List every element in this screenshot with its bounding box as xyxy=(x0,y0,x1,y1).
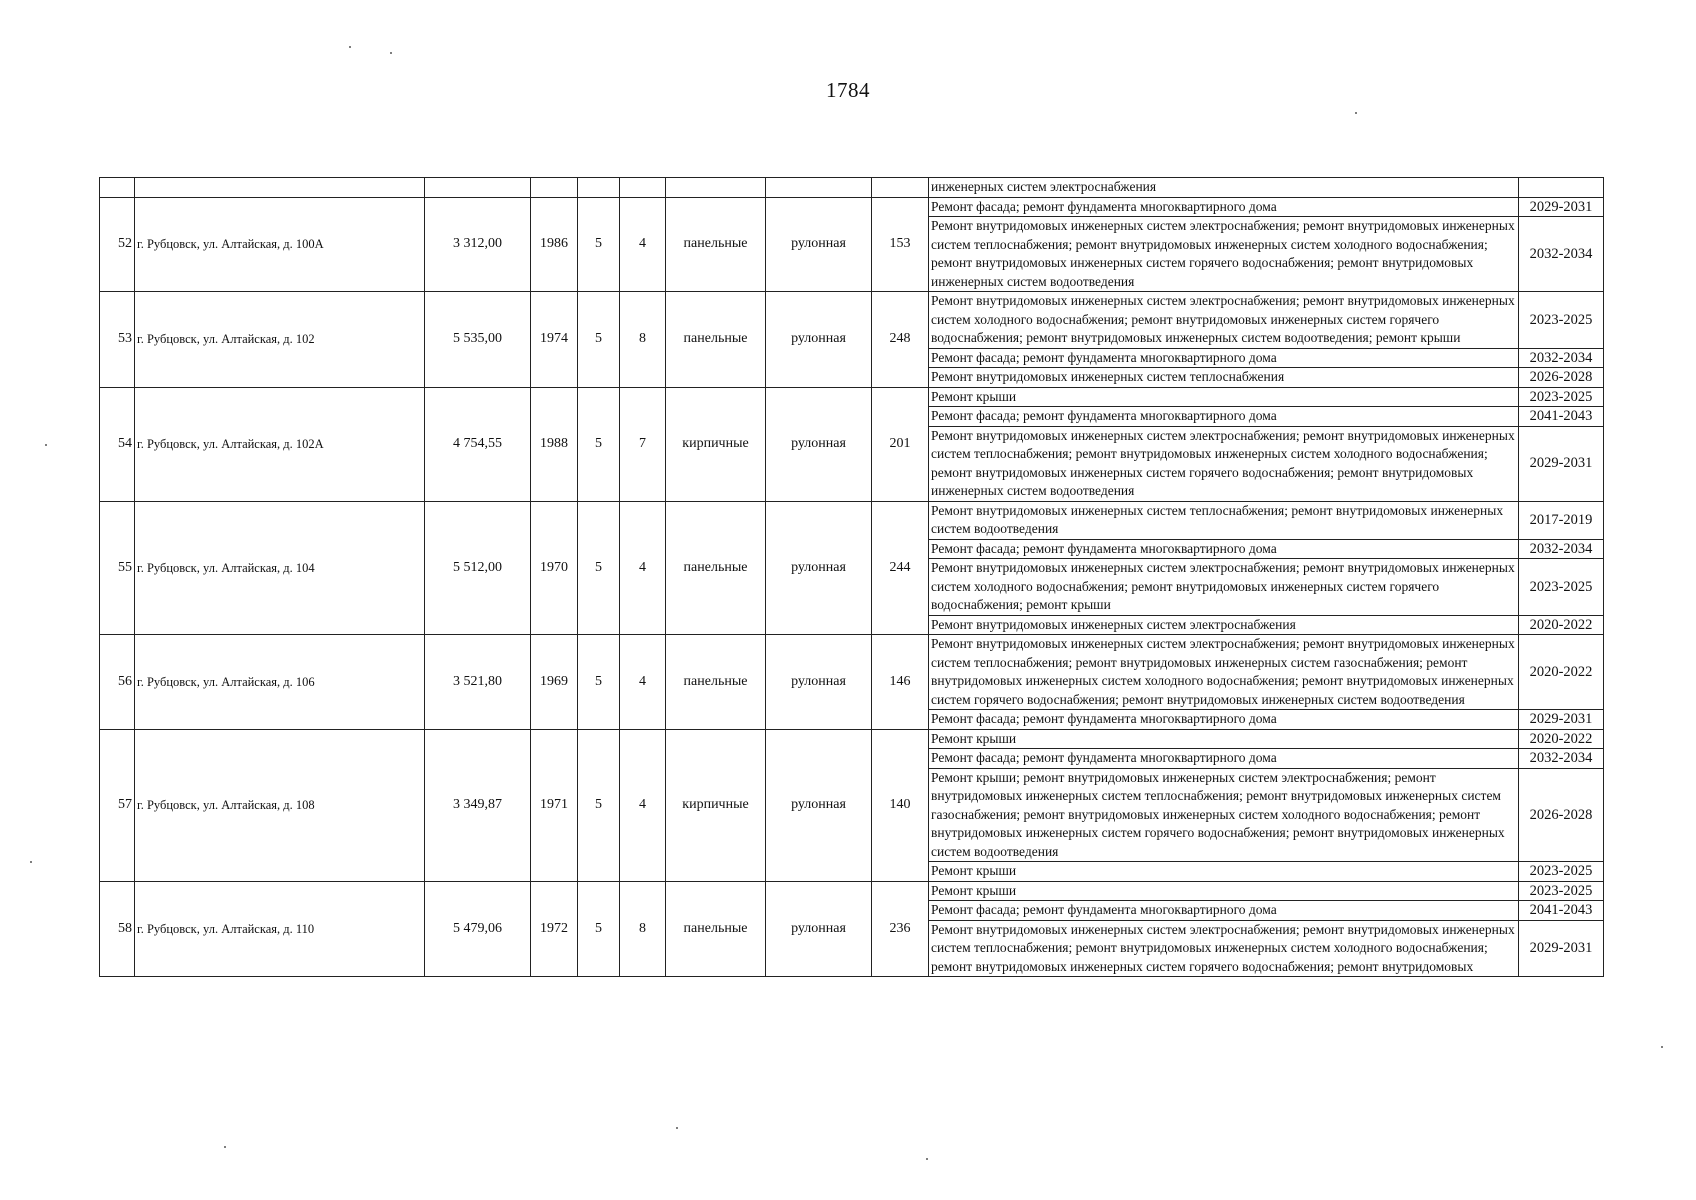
entrances-cell: 4 xyxy=(620,635,666,730)
period-cell: 2023-2025 xyxy=(1519,881,1604,901)
residents-cell: 244 xyxy=(872,501,929,635)
works-cell: Ремонт фасада; ремонт фундамента многоквартирного дома xyxy=(929,901,1519,921)
wall-material-cell: панельные xyxy=(666,635,766,730)
year-cell: 1971 xyxy=(531,729,578,881)
table-row xyxy=(100,197,1604,217)
row-number-cell: 55 xyxy=(100,501,135,635)
table-row xyxy=(100,292,1604,349)
area-cell: 3 349,87 xyxy=(425,729,531,881)
works-cell: Ремонт внутридомовых инженерных систем теплоснабжения; ремонт внутридомовых инженерных систем водоотведения xyxy=(929,501,1519,539)
roof-type-cell: рулонная xyxy=(766,292,872,388)
row-number-cell: 57 xyxy=(100,729,135,881)
residents-cell: 236 xyxy=(872,881,929,977)
scan-speck xyxy=(349,46,351,48)
floors-cell: 5 xyxy=(578,501,620,635)
empty-cell xyxy=(620,178,666,198)
address-cell: г. Рубцовск, ул. Алтайская, д. 100А xyxy=(135,197,425,292)
empty-cell xyxy=(578,178,620,198)
works-cell: Ремонт внутридомовых инженерных систем теплоснабжения xyxy=(929,368,1519,388)
address-cell: г. Рубцовск, ул. Алтайская, д. 110 xyxy=(135,881,425,977)
table-row xyxy=(100,729,1604,749)
address-cell: г. Рубцовск, ул. Алтайская, д. 102 xyxy=(135,292,425,388)
entrances-cell: 7 xyxy=(620,387,666,501)
residents-cell: 153 xyxy=(872,197,929,292)
works-cell: инженерных систем электроснабжения xyxy=(929,178,1519,198)
table-body xyxy=(100,178,1604,977)
empty-cell xyxy=(100,178,135,198)
address-cell: г. Рубцовск, ул. Алтайская, д. 102А xyxy=(135,387,425,501)
area-cell: 5 479,06 xyxy=(425,881,531,977)
roof-type-cell: рулонная xyxy=(766,881,872,977)
wall-material-cell: кирпичные xyxy=(666,387,766,501)
entrances-cell: 8 xyxy=(620,881,666,977)
floors-cell: 5 xyxy=(578,729,620,881)
empty-cell xyxy=(425,178,531,198)
works-cell: Ремонт фасада; ремонт фундамента многоквартирного дома xyxy=(929,348,1519,368)
year-cell: 1970 xyxy=(531,501,578,635)
area-cell: 3 312,00 xyxy=(425,197,531,292)
empty-cell xyxy=(531,178,578,198)
period-cell: 2032-2034 xyxy=(1519,749,1604,769)
row-number-cell: 54 xyxy=(100,387,135,501)
works-cell: Ремонт фасада; ремонт фундамента многоквартирного дома xyxy=(929,407,1519,427)
empty-cell xyxy=(766,178,872,198)
scan-speck xyxy=(30,861,32,863)
roof-type-cell: рулонная xyxy=(766,501,872,635)
period-cell: 2020-2022 xyxy=(1519,615,1604,635)
works-cell: Ремонт внутридомовых инженерных систем электроснабжения; ремонт внутридомовых инженерных систем холодного водоснабжения; ремонт внутридомовых инженерных систем горячего водоснабжения; ремонт внутридомовых инженерных систем водоотведения; ремонт крыши xyxy=(929,292,1519,349)
year-cell: 1974 xyxy=(531,292,578,388)
scan-speck xyxy=(676,1127,678,1129)
period-cell: 2020-2022 xyxy=(1519,635,1604,710)
period-cell: 2032-2034 xyxy=(1519,348,1604,368)
roof-type-cell: рулонная xyxy=(766,729,872,881)
area-cell: 5 535,00 xyxy=(425,292,531,388)
works-cell: Ремонт крыши xyxy=(929,387,1519,407)
table-row xyxy=(100,501,1604,539)
period-cell: 2017-2019 xyxy=(1519,501,1604,539)
roof-type-cell: рулонная xyxy=(766,387,872,501)
scan-speck xyxy=(390,52,392,54)
floors-cell: 5 xyxy=(578,635,620,730)
period-cell: 2023-2025 xyxy=(1519,387,1604,407)
row-number-cell: 53 xyxy=(100,292,135,388)
year-cell: 1988 xyxy=(531,387,578,501)
continuation-row xyxy=(100,178,1604,198)
works-cell: Ремонт крыши xyxy=(929,881,1519,901)
entrances-cell: 4 xyxy=(620,729,666,881)
empty-cell xyxy=(872,178,929,198)
residents-cell: 248 xyxy=(872,292,929,388)
period-cell xyxy=(1519,178,1604,198)
scan-speck xyxy=(1661,1046,1663,1048)
works-cell: Ремонт внутридомовых инженерных систем электроснабжения; ремонт внутридомовых инженерных систем теплоснабжения; ремонт внутридомовых инженерных систем газоснабжения; ремонт внутридомовых инженерных систем холодного водоснабжения; ремонт внутридомовых инженерных систем горячего водоснабжения; ремонт внутридомовых инженерных систем водоотведения xyxy=(929,635,1519,710)
roof-type-cell: рулонная xyxy=(766,635,872,730)
area-cell: 4 754,55 xyxy=(425,387,531,501)
floors-cell: 5 xyxy=(578,197,620,292)
period-cell: 2026-2028 xyxy=(1519,768,1604,862)
works-cell: Ремонт фасада; ремонт фундамента многоквартирного дома xyxy=(929,539,1519,559)
floors-cell: 5 xyxy=(578,881,620,977)
year-cell: 1969 xyxy=(531,635,578,730)
period-cell: 2023-2025 xyxy=(1519,292,1604,349)
empty-cell xyxy=(666,178,766,198)
period-cell: 2041-2043 xyxy=(1519,407,1604,427)
area-cell: 3 521,80 xyxy=(425,635,531,730)
entrances-cell: 8 xyxy=(620,292,666,388)
works-cell: Ремонт крыши xyxy=(929,729,1519,749)
floors-cell: 5 xyxy=(578,387,620,501)
works-cell: Ремонт фасада; ремонт фундамента многоквартирного дома xyxy=(929,749,1519,769)
year-cell: 1986 xyxy=(531,197,578,292)
period-cell: 2032-2034 xyxy=(1519,217,1604,292)
period-cell: 2026-2028 xyxy=(1519,368,1604,388)
entrances-cell: 4 xyxy=(620,197,666,292)
scan-speck xyxy=(926,1158,928,1160)
scan-speck xyxy=(45,444,47,446)
period-cell: 2029-2031 xyxy=(1519,920,1604,977)
works-cell: Ремонт внутридомовых инженерных систем электроснабжения; ремонт внутридомовых инженерных систем теплоснабжения; ремонт внутридомовых инженерных систем холодного водоснабжения; ремонт внутридомовых инженерных систем горячего водоснабжения; ремонт внутридомовых инженерных систем водоотведения xyxy=(929,426,1519,501)
page-number: 1784 xyxy=(826,78,870,102)
table-row xyxy=(100,387,1604,407)
repair-program-table xyxy=(99,177,1604,977)
period-cell: 2023-2025 xyxy=(1519,559,1604,616)
works-cell: Ремонт внутридомовых инженерных систем электроснабжения; ремонт внутридомовых инженерных систем холодного водоснабжения; ремонт внутридомовых инженерных систем горячего водоснабжения; ремонт крыши xyxy=(929,559,1519,616)
year-cell: 1972 xyxy=(531,881,578,977)
wall-material-cell: панельные xyxy=(666,501,766,635)
works-cell: Ремонт фасада; ремонт фундамента многоквартирного дома xyxy=(929,710,1519,730)
scan-speck xyxy=(224,1146,226,1148)
period-cell: 2020-2022 xyxy=(1519,729,1604,749)
period-cell: 2029-2031 xyxy=(1519,197,1604,217)
table-row xyxy=(100,635,1604,710)
row-number-cell: 56 xyxy=(100,635,135,730)
period-cell: 2029-2031 xyxy=(1519,426,1604,501)
table-row xyxy=(100,881,1604,901)
works-cell: Ремонт крыши xyxy=(929,862,1519,882)
entrances-cell: 4 xyxy=(620,501,666,635)
works-cell: Ремонт внутридомовых инженерных систем электроснабжения xyxy=(929,615,1519,635)
works-cell: Ремонт фасада; ремонт фундамента многоквартирного дома xyxy=(929,197,1519,217)
address-cell: г. Рубцовск, ул. Алтайская, д. 108 xyxy=(135,729,425,881)
period-cell: 2032-2034 xyxy=(1519,539,1604,559)
scan-speck xyxy=(1355,112,1357,114)
wall-material-cell: кирпичные xyxy=(666,729,766,881)
empty-cell xyxy=(135,178,425,198)
works-cell: Ремонт крыши; ремонт внутридомовых инженерных систем электроснабжения; ремонт внутридомовых инженерных систем теплоснабжения; ремонт внутридомовых инженерных систем газоснабжения; ремонт внутридомовых инженерных систем холодного водоснабжения; ремонт внутридомовых инженерных систем горячего водоснабжения; ремонт внутридомовых инженерных систем водоотведения xyxy=(929,768,1519,862)
row-number-cell: 52 xyxy=(100,197,135,292)
area-cell: 5 512,00 xyxy=(425,501,531,635)
wall-material-cell: панельные xyxy=(666,292,766,388)
residents-cell: 140 xyxy=(872,729,929,881)
period-cell: 2023-2025 xyxy=(1519,862,1604,882)
address-cell: г. Рубцовск, ул. Алтайская, д. 106 xyxy=(135,635,425,730)
residents-cell: 201 xyxy=(872,387,929,501)
wall-material-cell: панельные xyxy=(666,197,766,292)
wall-material-cell: панельные xyxy=(666,881,766,977)
period-cell: 2029-2031 xyxy=(1519,710,1604,730)
period-cell: 2041-2043 xyxy=(1519,901,1604,921)
floors-cell: 5 xyxy=(578,292,620,388)
works-cell: Ремонт внутридомовых инженерных систем электроснабжения; ремонт внутридомовых инженерных систем теплоснабжения; ремонт внутридомовых инженерных систем холодного водоснабжения; ремонт внутридомовых инженерных систем горячего водоснабжения; ремонт внутридомовых инженерных систем водоотведения xyxy=(929,217,1519,292)
residents-cell: 146 xyxy=(872,635,929,730)
works-cell: Ремонт внутридомовых инженерных систем электроснабжения; ремонт внутридомовых инженерных систем теплоснабжения; ремонт внутридомовых инженерных систем холодного водоснабжения; ремонт внутридомовых инженерных систем горячего водоснабжения; ремонт внутридомовых xyxy=(929,920,1519,977)
address-cell: г. Рубцовск, ул. Алтайская, д. 104 xyxy=(135,501,425,635)
row-number-cell: 58 xyxy=(100,881,135,977)
roof-type-cell: рулонная xyxy=(766,197,872,292)
